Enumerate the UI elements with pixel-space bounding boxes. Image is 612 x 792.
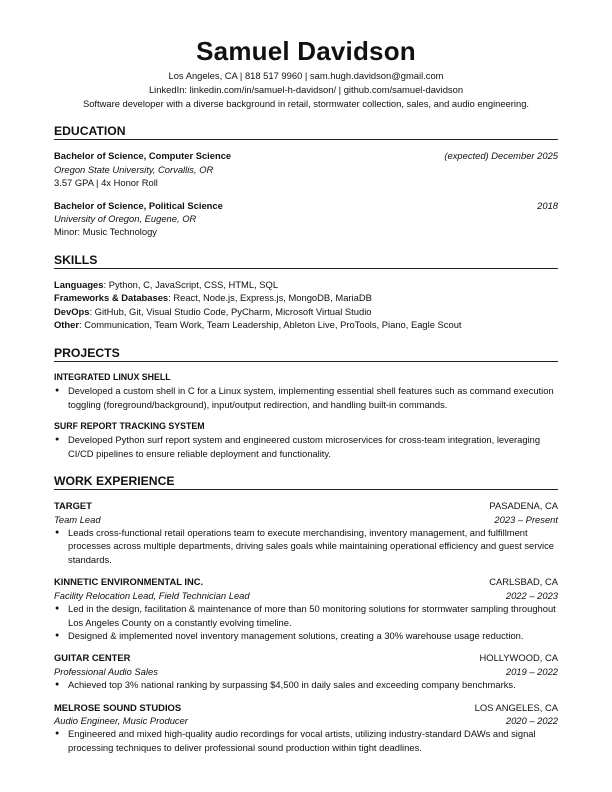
- skill-value: : Communication, Team Work, Team Leadership, Ableton Live, ProTools, Piano, Eagle Scout: [79, 319, 462, 331]
- job-role: Facility Relocation Lead, Field Technician Lead: [54, 589, 250, 601]
- skill-row: [54, 278, 558, 292]
- bullet-item: ● Led in the design, facilitation & maintenance of more than 50 monitoring solutions for stormwater sampling throughout Los Angeles County on a constantly evolving timeline.: [54, 602, 558, 629]
- education-item: [54, 149, 558, 189]
- job-bullets: [54, 602, 558, 642]
- bullet-item: ● Leads cross-functional retail operations team to execute merchandising, inventory management, and fulfillment processes across multiple departments, driving sales goals while maintaining operational efficiency and guest service standards.: [54, 526, 558, 566]
- skill-value: : Python, C, JavaScript, CSS, HTML, SQL: [103, 278, 279, 290]
- skill-value: : GitHub, Git, Visual Studio Code, PyCharm, Microsoft Virtual Studio: [89, 305, 372, 317]
- job-dates: 2019 – 2022: [505, 665, 558, 677]
- resume-header: [54, 36, 558, 110]
- company-name: GUITAR CENTER: [54, 652, 131, 664]
- section-title-projects: PROJECTS: [54, 346, 558, 362]
- job-location: LOS ANGELES, CA: [474, 701, 558, 713]
- job-location: CARLSBAD, CA: [489, 576, 558, 588]
- project-item: [54, 371, 558, 411]
- skill-row: [54, 305, 558, 319]
- skill-row: [54, 318, 558, 332]
- projects-list: [54, 371, 558, 460]
- job-role: Audio Engineer, Music Producer: [54, 714, 188, 726]
- skill-label: Languages: [54, 278, 104, 290]
- candidate-name: Samuel Davidson: [196, 36, 416, 66]
- job-item: [54, 499, 558, 566]
- bullet-item: ● Achieved top 3% national ranking by surpassing $4,500 in daily sales and exceeding company benchmarks.: [54, 678, 558, 691]
- job-location: HOLLYWOOD, CA: [479, 652, 558, 664]
- project-bullets: [54, 433, 558, 460]
- job-bullets: [54, 678, 558, 691]
- education-detail: Minor: Music Technology: [54, 226, 157, 238]
- summary-line: Software developer with a diverse background in retail, stormwater collection, sales, and audio engineering.: [82, 97, 530, 109]
- job-location: PASADENA, CA: [489, 500, 558, 512]
- job-item: [54, 575, 558, 642]
- section-title-skills: SKILLS: [54, 253, 558, 269]
- project-name: INTEGRATED LINUX SHELL: [54, 371, 171, 382]
- bullet-item: ● Engineered and mixed high-quality audio recordings for vocal artists, utilizing industry-standard DAWs and signal processing techniques to deliver professional sound production within tight deadlines.: [54, 727, 558, 754]
- skill-label: Frameworks & Databases: [54, 292, 169, 304]
- education-item: [54, 199, 558, 239]
- company-name: MELROSE SOUND STUDIOS: [54, 701, 182, 713]
- skill-label: DevOps: [54, 305, 90, 317]
- education-date: 2018: [537, 199, 558, 211]
- bullet-item: ● Designed & implemented novel inventory management solutions, creating a 30% warehouse usage reduction.: [54, 629, 558, 642]
- contact-line: Los Angeles, CA | 818 517 9960 | sam.hugh.davidson@gmail.com: [168, 70, 444, 81]
- job-role: Team Lead: [54, 513, 101, 525]
- resume-page: [54, 36, 558, 754]
- skill-label: Other: [54, 319, 80, 331]
- job-dates: 2020 – 2022: [505, 714, 558, 726]
- company-name: KINNETIC ENVIRONMENTAL INC.: [54, 576, 204, 588]
- skill-row: [54, 291, 558, 305]
- school: University of Oregon, Eugene, OR: [54, 213, 197, 225]
- job-role: Professional Audio Sales: [54, 665, 158, 677]
- skills-list: [54, 278, 558, 332]
- section-title-education: EDUCATION: [54, 124, 558, 140]
- job-item: [54, 701, 558, 755]
- project-name: SURF REPORT TRACKING SYSTEM: [54, 421, 205, 432]
- education-date: (expected) December 2025: [444, 150, 558, 162]
- job-dates: 2023 – Present: [494, 513, 558, 525]
- bullet-item: ● Developed a custom shell in C for a Linux system, implementing essential shell features such as command execution toggling (foreground/background), input/output redirection, and handling built-in commands.: [54, 384, 558, 411]
- job-item: [54, 651, 558, 691]
- school: Oregon State University, Corvallis, OR: [54, 163, 214, 175]
- work-list: [54, 499, 558, 754]
- links-line: LinkedIn: linkedin.com/in/samuel-h-davidson/ | github.com/samuel-davidson: [148, 83, 464, 95]
- project-item: [54, 420, 558, 460]
- job-dates: 2022 – 2023: [505, 589, 558, 601]
- job-bullets: [54, 727, 558, 754]
- job-bullets: [54, 526, 558, 566]
- education-detail: 3.57 GPA | 4x Honor Roll: [54, 177, 158, 189]
- degree: Bachelor of Science, Political Science: [54, 199, 223, 211]
- section-title-work: WORK EXPERIENCE: [54, 474, 558, 490]
- education-list: [54, 149, 558, 238]
- company-name: TARGET: [54, 500, 92, 512]
- skill-value: : React, Node.js, Express.js, MongoDB, MariaDB: [168, 292, 372, 304]
- degree: Bachelor of Science, Computer Science: [54, 150, 232, 162]
- bullet-item: ● Developed Python surf report system and engineered custom microservices for cross-team integration, leveraging CI/CD pipelines to ensure reliable deployment and functionality.: [54, 433, 558, 460]
- project-bullets: [54, 384, 558, 411]
